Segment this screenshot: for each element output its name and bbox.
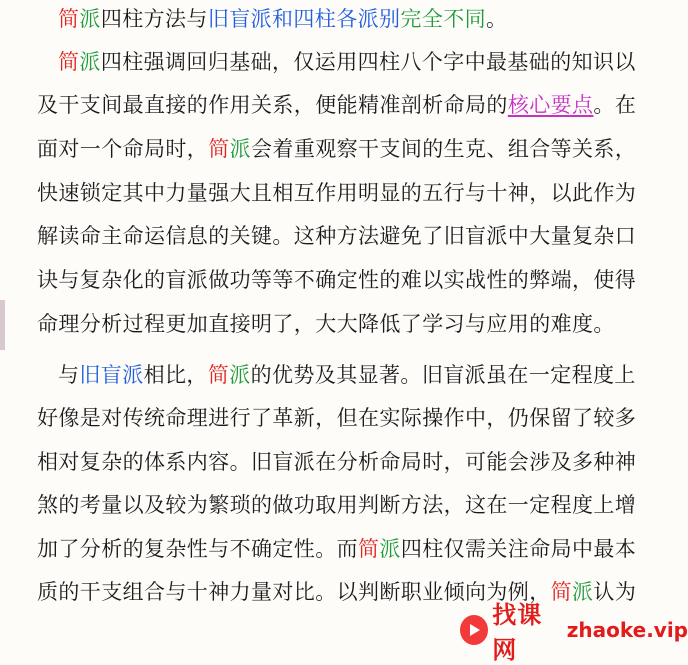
text-segment: 派 [572,580,594,604]
text-segment: 及干支间最直接的作用关系，便能精准剖析命局的 [37,93,508,117]
watermark-text: 找课网 [492,601,543,664]
text-segment: 四柱方法与 [100,7,208,31]
text-segment: 相比， [143,363,208,387]
watermark [460,601,688,664]
text-segment: 简 [550,580,573,604]
paragraph-line [37,223,688,249]
text-segment: 质的干支组合与十神力量对比。以判断职业倾向为例， [37,580,551,604]
watermark-domain: zhaoke.vip [566,618,688,642]
text-segment: 快速锁定其中力量强大且相互作用明显的五行与十神，以此作为 [37,181,637,205]
text-segment: 认为 [593,580,637,604]
paragraph-line [58,362,688,388]
text-segment: 解读命主命运信息的关键。这种方法避免了旧盲派中大量复杂口 [37,224,637,248]
paragraph-line [37,136,688,162]
paragraph-line [37,492,688,518]
text-segment: 简 [207,363,230,387]
text-segment: 命理分析过程更加直接明了，大大降低了学习与应用的难度。 [37,312,615,336]
heading-line [58,6,688,32]
play-icon [460,615,488,645]
text-segment: 煞的考量以及较为繁琐的做功取用判断方法，这在一定程度上增 [37,493,637,517]
text-segment: 相对复杂的体系内容。旧盲派在分析命局时，可能会涉及多种神 [37,450,637,474]
text-segment: 派 [79,50,101,74]
text-segment: 加了分析的复杂性与不确定性。而 [37,537,358,561]
text-segment: 与 [58,363,80,387]
page-edge-mark [0,300,5,350]
paragraph-line [58,49,688,75]
text-segment: 四柱仅需关注命局中最本 [400,537,637,561]
text-segment: 。 [486,7,508,31]
text-segment: 的优势及其显著。旧盲派虽在一定程度上 [250,363,636,387]
text-segment: 派 [79,7,101,31]
text-segment: 旧盲派 [79,363,144,387]
paragraph-line [37,579,688,605]
paragraph-line [37,311,688,337]
text-segment: 派 [229,363,251,387]
paragraph-line [37,180,688,206]
text-segment: 派 [379,537,401,561]
text-segment: 会着重观察干支间的生克、组合等关系， [251,137,637,161]
text-segment: 简 [358,537,380,561]
paragraph-line [37,449,688,475]
paragraph-line [37,536,688,562]
paragraph-line [37,405,688,431]
text-segment: 简 [58,50,80,74]
text-segment: 诀与复杂化的盲派做功等等不确定性的难以实战性的弊端，使得 [37,268,637,292]
text-segment: 派 [229,137,252,161]
text-segment: 。在 [593,93,637,117]
text-segment: 面对一个命局时， [37,137,209,161]
paragraph-line [37,92,688,118]
text-segment: 四柱强调回归基础，仅运用四柱八个字中最基础的知识以 [100,50,636,74]
paragraph-line [37,267,688,293]
text-segment: 核心要点 [507,93,594,117]
text-segment: 好像是对传统命理进行了革新，但在实际操作中，仍保留了较多 [37,406,637,430]
text-segment: 完全不同 [400,7,487,31]
text-segment: 简 [58,7,80,31]
text-segment: 简 [208,137,230,161]
text-segment: 旧盲派和四柱各派别 [207,7,401,31]
